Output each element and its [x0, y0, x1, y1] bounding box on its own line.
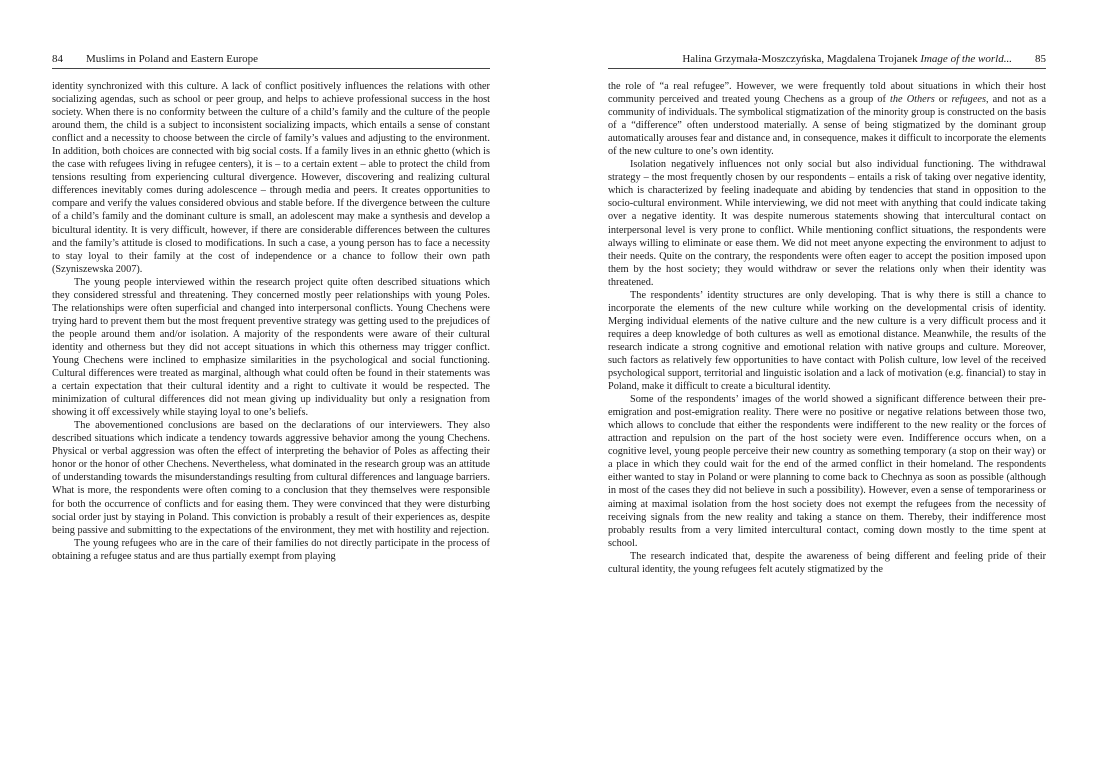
- paragraph: The young people interviewed within the research project quite often described situations which they considered stressful and threatening. They concerned mostly peer relationships with young Poles. The relationships were often superficial and changed into interpersonal conflicts. Young Chechens were trying hard to prevent them but the most frequent preventive strategy was getting used to the prejudices of the people around them and/or isolation. A majority of the respondents were aware of their cultural identity and otherness but they did not accept situations in which this otherness may trigger conflict. Young Chechens were inclined to emphasize similarities in the psychological and social functioning. Cultural differences were treated as marginal, although what could often be found in their statements was a certain expectation that their cultural identity and a right to cultivate it would be respected. The minimization of cultural differences did not mean giving up individuality but only a resignation from showing it off excessively while staying loyal to one’s beliefs.: [52, 276, 490, 419]
- page-number-left: 84: [52, 53, 63, 65]
- paragraph: Some of the respondents’ images of the world showed a significant difference between their pre-emigration and post-emigration reality. There were no positive or negative relations between those two, which allows to conclude that either the respondents were indifferent to the new reality or the forces of attraction and repulsion on the part of the host society were even. Indifference occurs when, on a cognitive level, young people perceive their new country as something temporary (a stop on their way) or a place in which they could wait for the end of the armed conflict in their homeland. The respondents either wanted to stay in Poland or were planning to come back to Chechnya as soon as possible (although in most of the cases they did not believe in such a possibility). However, even a sense of temporariness or aiming at maximal isolation from the host society does not exempt the refugees from the necessity of receiving signals from the new reality and taking a stance on them. Thereby, their indifference most probably results from a very limited intercultural contact, coming down mostly to the time spent at school.: [608, 394, 1046, 549]
- running-head-left: Muslims in Poland and Eastern Europe: [86, 53, 259, 65]
- body-text-left: [52, 80, 490, 563]
- paragraph: The respondents’ identity structures are only developing. That is why there is still a chance to incorporate the elements of the new culture while working on the developmental crisis of identity. Merging individual elements of the native culture and the new culture is a very difficult process and it requires a deep knowledge of both cultures as well as emotional distance. Meanwhile, the results of the research indicate a strong cognitive and emotional relation with native groups and culture. Moreover, such factors as relatively few opportunities to have contact with Polish culture, low level of the received psychological support, territorial and linguistic isolation and a lack of motivation (e.g. financial) to stay in Poland, make it difficult to create a bicultural identity.: [608, 289, 1046, 393]
- paragraph: the role of “a real refugee”. However, we were frequently told about situations in which their host community perceived and treated young Chechens as a group of the Others or refugees, and not as a community of individuals. The symbolical stigmatization of the minority group is constructed on the basis of a “difference” often understood materially. A sense of being stigmatized by the dominant group automatically arouses fear and distance and, in consequence, makes it difficult to incorporate the elements of the new culture to one’s own identity.: [608, 81, 1047, 158]
- paragraph: The research indicated that, despite the awareness of being different and feeling pride of their cultural identity, the young refugees felt acutely stigmatized by the: [608, 550, 1046, 575]
- running-head-authors: Halina Grzymała-Moszczyńska, Magdalena Trojanek: [682, 53, 921, 65]
- page-number-right: 85: [1035, 53, 1046, 65]
- paragraph: Isolation negatively influences not only social but also individual functioning. The withdrawal strategy – the most frequently chosen by our respondents – entails a risk of taking over negative identity, which is characterized by feeling inadequate and abiding by tendencies that stand in opposition to the socio-cultural environment. While interviewing, we did not meet with anything that could indicate taking over a negative identity. It was despite numerous statements showing that intercultural contact on interpersonal level is very prone to conflict. While mentioning conflict situations, the respondents were always willing to eliminate or ease them. We did not meet anyone expecting the environment to adjust to their needs. Quite on the contrary, the respondents were often eager to accept the position imposed upon them by the host society; they would withdraw or sever the relations only when their identity was threatened.: [608, 159, 1046, 288]
- paragraph: The abovementioned conclusions are based on the declarations of our interviewers. They also described situations which indicate a tendency towards aggressive behavior among the young Chechens. Physical or verbal aggression was often the effect of interpreting the behavior of Poles as affecting their honor or the honor of other Chechens. Nevertheless, what dominated in the research group was an attitude of understanding towards the misunderstandings resulting from cultural differences and language barriers. What is more, the respondents were often coming to a conclusion that they themselves were responsible for both the occurrence of conflicts and for easing them. They were convinced that they were disturbing social order just by staying in Poland. This conviction is probably a result of their experiences as, despite being passive and submitting to the expectations of the environment, they met with hostility and rejection.: [52, 420, 490, 536]
- running-header-right: [608, 52, 1046, 69]
- paragraph: identity synchronized with this culture. A lack of conflict positively influences the relations with other socializing agendas, such as school or peer group, and helps to achieve professional success in the host society. When there is no conformity between the culture of a child’s family and the culture of the people around them, the child is a subject to inconsistent socializing impacts, which entails a sense of constant conflict and a necessity to choose between the circle of family’s values and adjusting to the environment. In addition, both choices are connected with big social costs. If a family lives in an ethnic ghetto (which is the case with refugees living in refugee centers), it is – to a certain extent – able to protect the child from tensions resulting from experiencing cultural divergence. However, discovering and realizing cultural differences inevitably comes during adolescence – through media and peers. It creates opportunities to compare and verify the values considered obvious and stable before. If the divergence between the culture of a child’s family and the dominant culture is small, an adolescent may make a synthesis and develop a bicultural identity. It is very difficult, however, if there are considerable differences between the cultures and the family’s attitude is closed to modifications. In such a case, a young person has to face a necessity to stay loyal to their family at the cost of independence or a chance to follow their own path (Szyniszewska 2007).: [52, 81, 490, 275]
- paragraph: The young refugees who are in the care of their families do not directly participate in the process of obtaining a refugee status and are thus partially exempt from playing: [52, 537, 490, 562]
- running-head-right: [682, 52, 1012, 66]
- running-header-left: [52, 52, 490, 69]
- running-head-article-title: Image of the world...: [920, 53, 1012, 65]
- body-text-right: [608, 80, 1046, 576]
